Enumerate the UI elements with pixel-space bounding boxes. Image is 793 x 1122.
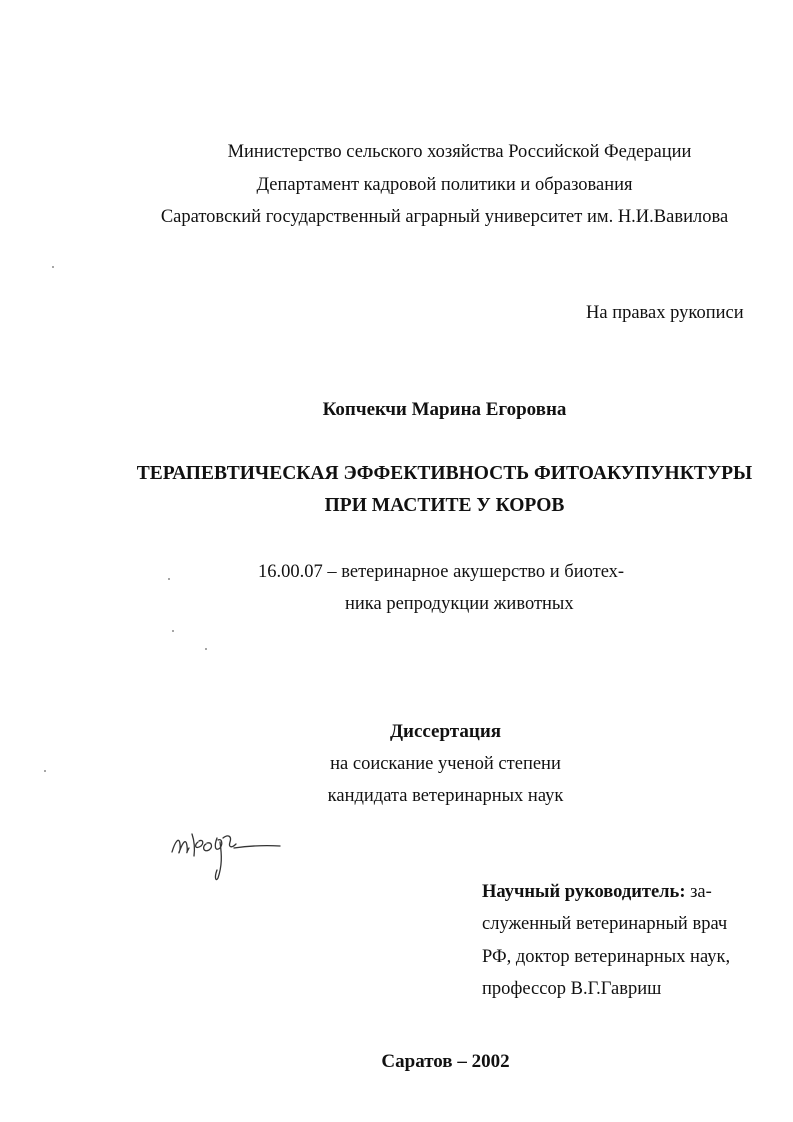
- handwritten-signature: [168, 808, 288, 883]
- ministry-name: Министерство сельского хозяйства Российской Федерации: [227, 142, 692, 162]
- dissertation-heading: Диссертация: [389, 721, 502, 742]
- city-year: Саратов – 2002: [381, 1051, 510, 1072]
- author-name: Копчекчи Марина Егоровна: [322, 399, 567, 420]
- specialty-line-2: ника репродукции животных: [345, 594, 574, 614]
- degree-line-1: на соискание ученой степени: [330, 754, 561, 774]
- degree-line-2: кандидата ветеринарных наук: [327, 786, 564, 806]
- scan-speck: [44, 770, 46, 772]
- supervisor-line-3: РФ, доктор ветеринарных наук,: [482, 947, 731, 967]
- thesis-title-line-1: ТЕРАПЕВТИЧЕСКАЯ ЭФФЕКТИВНОСТЬ ФИТОАКУПУНКТУРЫ: [136, 463, 753, 484]
- supervisor-line-2: служенный ветеринарный врач: [482, 914, 728, 934]
- scan-speck: [168, 578, 170, 580]
- department-name: Департамент кадровой политики и образования: [256, 175, 633, 195]
- scan-speck: [52, 266, 54, 268]
- supervisor-line-4: профессор В.Г.Гавриш: [482, 979, 662, 999]
- thesis-title-line-2: ПРИ МАСТИТЕ У КОРОВ: [324, 495, 565, 516]
- scan-speck: [205, 648, 207, 650]
- supervisor-line-1: [482, 880, 712, 904]
- university-name: Саратовский государственный аграрный университет им. Н.И.Вавилова: [160, 207, 729, 227]
- specialty-line-1: 16.00.07 – ветеринарное акушерство и биотех-: [258, 562, 625, 582]
- rights-note: На правах рукописи: [586, 303, 744, 323]
- supervisor-label: Научный руководитель:: [482, 882, 686, 902]
- supervisor-line-1-rest: за-: [685, 882, 712, 902]
- scan-speck: [172, 630, 174, 632]
